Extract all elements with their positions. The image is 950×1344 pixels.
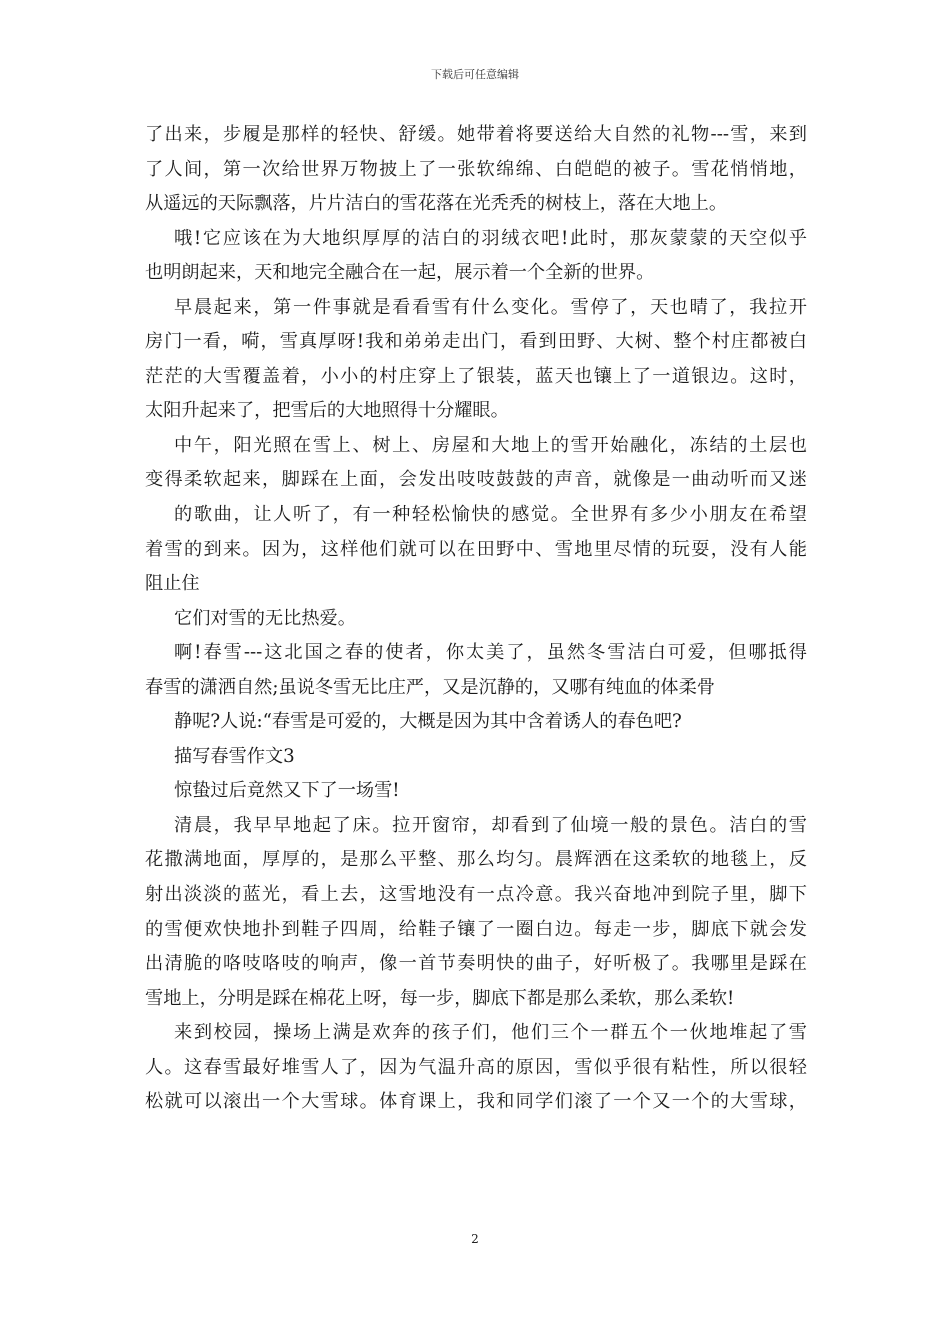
paragraph-start-line: 早晨起来，第一件事就是看看雪有什么变化。雪停了，天也晴了，我拉开 xyxy=(174,296,807,318)
paragraph-start-line: 静呢?人说:“春雪是可爱的，大概是因为其中含着诱人的春色吧? xyxy=(174,711,682,733)
page-number: 2 xyxy=(471,1232,479,1246)
text-line: 春雪的潇洒自然;虽说冬雪无比庄严，又是沉静的，又哪有纯血的体柔骨 xyxy=(145,676,715,698)
text-line: 了人间，第一次给世界万物披上了一张软绵绵、白皑皑的被子。雪花悄悄地， xyxy=(145,158,807,180)
text-line: 阻止住 xyxy=(145,573,200,595)
text-line: 松就可以滚出一个大雪球。体育课上，我和同学们滚了一个又一个的大雪球， xyxy=(145,1091,807,1113)
paragraph-start-line: 的歌曲，让人听了，有一种轻松愉快的感觉。全世界有多少小朋友在希望 xyxy=(174,504,807,526)
text-line: 花撒满地面，厚厚的，是那么平整、那么均匀。晨辉洒在这柔软的地毯上，反 xyxy=(145,849,807,871)
paragraph-start-line: 哦!它应该在为大地织厚厚的洁白的羽绒衣吧!此时，那灰蒙蒙的天空似乎 xyxy=(174,227,807,249)
paragraph-start-line: 清晨，我早早地起了床。拉开窗帘，却看到了仙境一般的景色。洁白的雪 xyxy=(174,814,807,836)
section-heading: 描写春雪作文3 xyxy=(174,745,295,767)
text-line: 的雪便欢快地扑到鞋子四周，给鞋子镶了一圈白边。每走一步，脚底下就会发 xyxy=(145,918,807,940)
page-header: 下载后可任意编辑 xyxy=(431,68,519,81)
text-line: 雪地上，分明是踩在棉花上呀，每一步，脚底下都是那么柔软，那么柔软! xyxy=(145,987,735,1009)
text-line: 也明朗起来，天和地完全融合在一起，展示着一个全新的世界。 xyxy=(145,262,655,284)
paragraph-start-line: 它们对雪的无比热爱。 xyxy=(174,607,356,629)
document-body xyxy=(145,118,807,1120)
paragraph-start-line: 中午，阳光照在雪上、树上、房屋和大地上的雪开始融化，冻结的土层也 xyxy=(174,434,807,456)
text-line: 了出来，步履是那样的轻快、舒缓。她带着将要送给大自然的礼物---雪，来到 xyxy=(145,124,807,145)
paragraph-start-line: 惊蛰过后竟然又下了一场雪! xyxy=(174,780,400,802)
text-line: 着雪的到来。因为，这样他们就可以在田野中、雪地里尽情的玩耍，没有人能 xyxy=(145,538,807,560)
text-line: 茫茫的大雪覆盖着，小小的村庄穿上了银装，蓝天也镶上了一道银边。这时， xyxy=(145,365,807,387)
text-line: 人。这春雪最好堆雪人了，因为气温升高的原因，雪似乎很有粘性，所以很轻 xyxy=(145,1056,807,1078)
text-line: 射出淡淡的蓝光，看上去，这雪地没有一点冷意。我兴奋地冲到院子里，脚下 xyxy=(145,884,807,906)
paragraph-start-line: 来到校园，操场上满是欢奔的孩子们，他们三个一群五个一伙地堆起了雪 xyxy=(174,1022,807,1044)
paragraph-start-line: 啊!春雪---这北国之春的使者，你太美了，虽然冬雪洁白可爱，但哪抵得 xyxy=(174,642,807,664)
text-line: 从遥远的天际飘落，片片洁白的雪花落在光秃秃的树枝上，落在大地上。 xyxy=(145,193,728,215)
text-line: 出清脆的咯吱咯吱的响声，像一首节奏明快的曲子，好听极了。我哪里是踩在 xyxy=(145,953,807,975)
text-line: 太阳升起来了，把雪后的大地照得十分耀眼。 xyxy=(145,400,509,422)
text-line: 变得柔软起来，脚踩在上面，会发出吱吱鼓鼓的声音，就像是一曲动听而又迷 xyxy=(145,469,807,491)
text-line: 房门一看，嗬，雪真厚呀!我和弟弟走出门，看到田野、大树、整个村庄都被白 xyxy=(145,331,807,353)
